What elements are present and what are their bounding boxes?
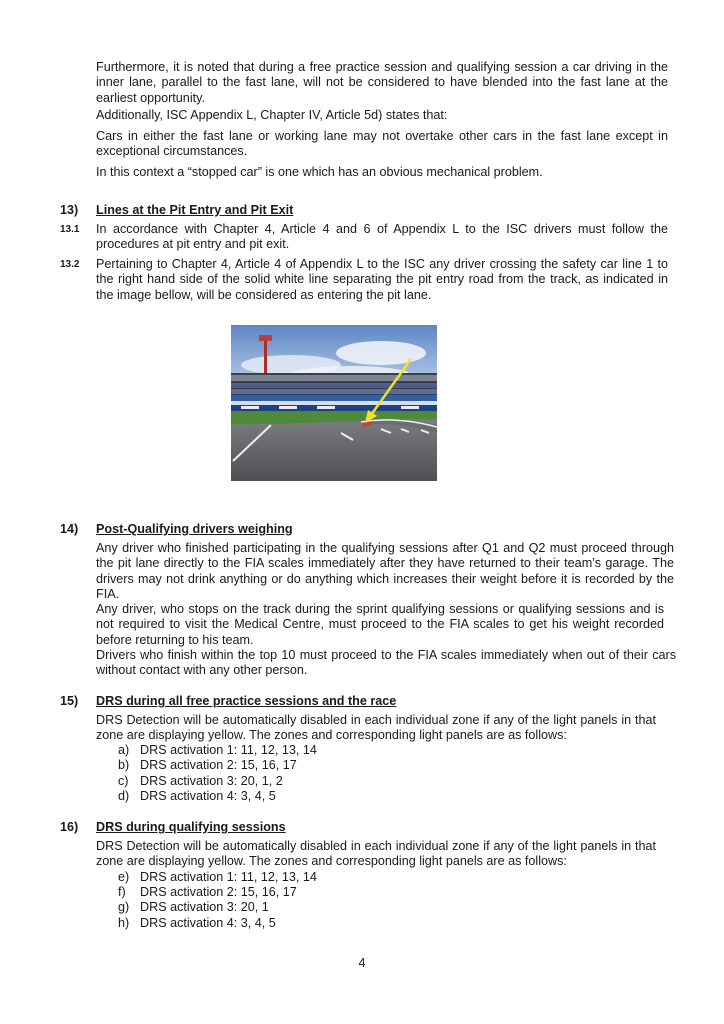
page-number: 4	[358, 956, 366, 970]
section-16-paragraph: DRS Detection will be automatically disabled in each individual zone if any of the light panels in that zone are displaying yellow. The zones and corresponding light panels are as follows:	[96, 839, 656, 869]
section-16-number: 16)	[60, 820, 79, 834]
section-13-number: 13)	[60, 203, 79, 217]
section-14-number: 14)	[60, 522, 79, 536]
section-15-title: DRS during all free practice sessions and the race	[96, 694, 397, 708]
intro-paragraph-4: In this context a “stopped car” is one which has an obvious mechanical problem.	[96, 165, 543, 179]
section-15-number: 15)	[60, 694, 79, 708]
subsection-13-2-number: 13.2	[60, 259, 80, 270]
list-item: g) DRS activation 3: 20, 1	[118, 900, 269, 914]
intro-paragraph-2: Additionally, ISC Appendix L, Chapter IV, Article 5d) states that:	[96, 108, 448, 122]
section-15-paragraph: DRS Detection will be automatically disabled in each individual zone if any of the light panels in that zone are displaying yellow. The zones and corresponding light panels are as follows:	[96, 713, 656, 743]
section-14-paragraph-2: Any driver, who stops on the track during the sprint qualifying sessions or qualifying sessions and is not required to visit the Medical Centre, must proceed to the FIA scales to get his weight recorded before returning to his team.	[96, 602, 664, 647]
section-14-paragraph-1: Any driver who finished participating in the qualifying sessions after Q1 and Q2 must proceed through the pit lane directly to the FIA scales immediately after they have returned to their team’s garage. The drivers may not drink anything or do anything which increases their weight before it is recorded by the FIA.	[96, 541, 674, 601]
list-item: f) DRS activation 2: 15, 16, 17	[118, 885, 297, 899]
section-14-title: Post-Qualifying drivers weighing	[96, 522, 293, 536]
subsection-13-2-text: Pertaining to Chapter 4, Article 4 of Appendix L to the ISC any driver crossing the safety car line 1 to the right hand side of the solid white line separating the pit entry road from the track, as indicated in the image bellow, will be considered as entering the pit lane.	[96, 257, 668, 302]
intro-paragraph-1: Furthermore, it is noted that during a free practice session and qualifying session a car driving in the inner lane, parallel to the fast lane, will not be considered to have blended into the fast lane at the earliest opportunity.	[96, 60, 668, 105]
pit-entry-photo	[231, 325, 437, 481]
intro-paragraph-3: Cars in either the fast lane or working lane may not overtake other cars in the fast lane except in exceptional circumstances.	[96, 129, 668, 159]
list-item: c) DRS activation 3: 20, 1, 2	[118, 774, 283, 788]
section-16-title: DRS during qualifying sessions	[96, 820, 286, 834]
subsection-13-1-text: In accordance with Chapter 4, Article 4 and 6 of Appendix L to the ISC drivers must follow the procedures at pit entry and pit exit.	[96, 222, 668, 252]
section-14-paragraph-3: Drivers who finish within the top 10 must proceed to the FIA scales immediately when out of their cars without contact with any other person.	[96, 648, 676, 678]
subsection-13-1-number: 13.1	[60, 224, 80, 235]
list-item: a) DRS activation 1: 11, 12, 13, 14	[118, 743, 317, 757]
list-item: h) DRS activation 4: 3, 4, 5	[118, 916, 276, 930]
list-item: e) DRS activation 1: 11, 12, 13, 14	[118, 870, 317, 884]
list-item: b) DRS activation 2: 15, 16, 17	[118, 758, 297, 772]
section-13-title: Lines at the Pit Entry and Pit Exit	[96, 203, 294, 217]
list-item: d) DRS activation 4: 3, 4, 5	[118, 789, 276, 803]
